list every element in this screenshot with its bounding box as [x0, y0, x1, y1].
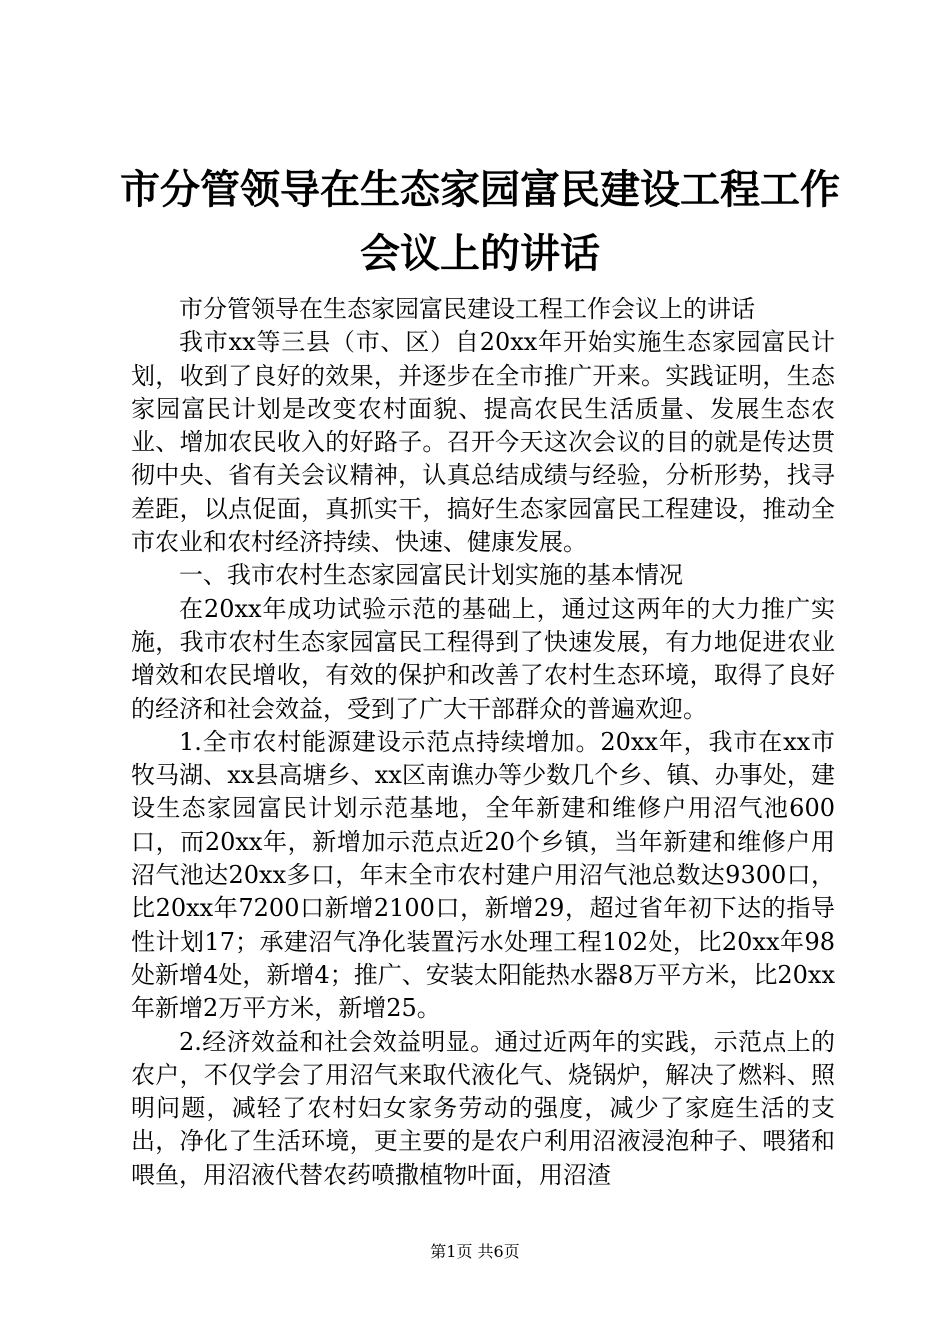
paragraph-item-2: 2.经济效益和社会效益明显。通过近两年的实践，示范点上的农户，不仅学会了用沼气来取代液化气、烧锅炉，解决了燃料、照明问题，减轻了农村妇女家务劳动的强度，减少了家庭生活的支出，净化了生活环境，更主要的是农户利用沼液浸泡种子、喂猪和喂鱼，用沼液代替农药喷撒植物叶面，用沼渣: [131, 1027, 835, 1189]
paragraph-intro: 我市xx等三县（市、区）自20xx年开始实施生态家园富民计划，收到了良好的效果，并逐步在全市推广开来。实践证明，生态家园富民计划是改变农村面貌、提高农民生活质量、发展生态农业、增加农民收入的好路子。召开今天这次会议的目的就是传达贯彻中央、省有关会议精神，认真总结成绩与经验，分析形势，找寻差距，以点促面，真抓实干，搞好生态家园富民工程建设，推动全市农业和农村经济持续、快速、健康发展。: [131, 328, 835, 557]
paragraph-section-1: 在20xx年成功试验示范的基础上，通过这两年的大力推广实施，我市农村生态家园富民工程得到了快速发展，有力地促进农业增效和农民增收，有效的保护和改善了农村生态环境，取得了良好的经济和社会效益，受到了广大干部群众的普遍欢迎。: [131, 594, 835, 723]
paragraph-subtitle: 市分管领导在生态家园富民建设工程工作会议上的讲话: [179, 295, 755, 323]
document-title: 市分管领导在生态家园富民建设工程工作会议上的讲话: [120, 167, 840, 277]
paragraph-item-1: 1.全市农村能源建设示范点持续增加。20xx年，我市在xx市牧马湖、xx县高塘乡、xx区南谯办等少数几个乡、镇、办事处，建设生态家园富民计划示范基地，全年新建和维修户用沼气池600口，而20xx年，新增加示范点近20个乡镇，当年新建和维修户用沼气池达20xx多口，年末全市农村建户用沼气池总数达9300口，比20xx年7200口新增2100口，新增29，超过省年初下达的指导性计划17；承建沼气净化装置污水处理工程102处，比20xx年98处新增4处，新增4；推广、安装太阳能热水器8万平方米，比20xx年新增2万平方米，新增25。: [131, 727, 835, 1023]
page-footer: 第1页 共6页: [430, 1242, 520, 1261]
document-body: [131, 293, 835, 1192]
section-heading-1: 一、我市农村生态家园富民计划实施的基本情况: [179, 561, 683, 590]
